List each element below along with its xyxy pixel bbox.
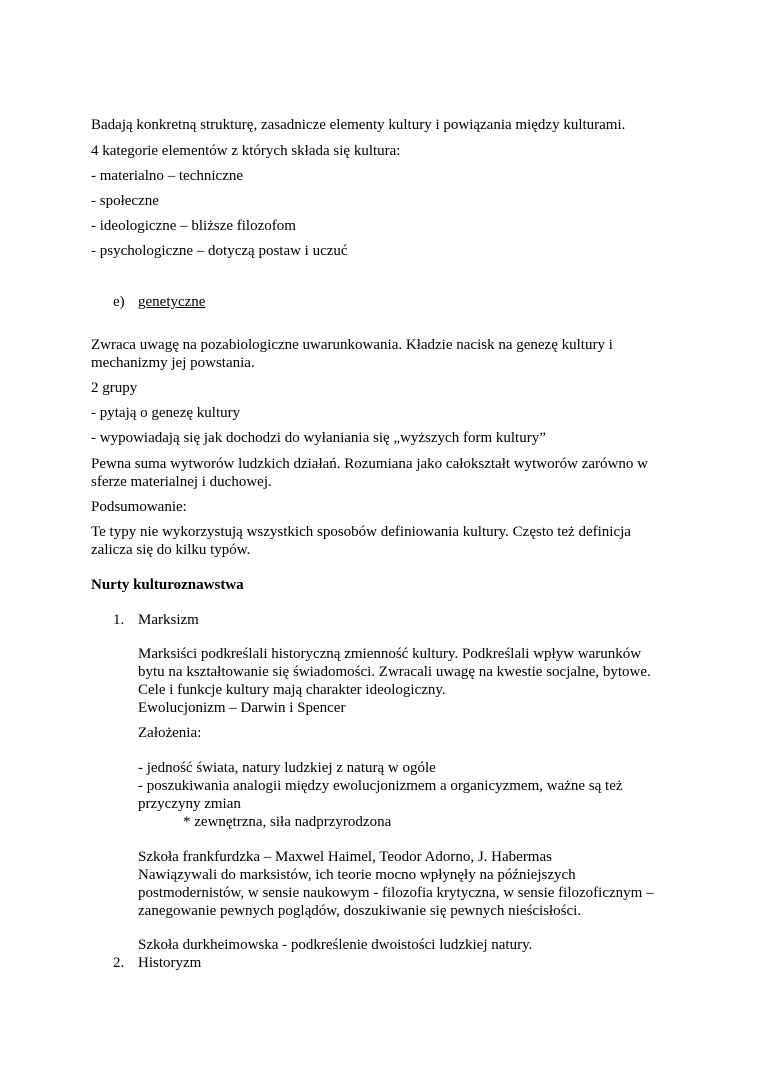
list-item: - materialno – techniczne bbox=[91, 168, 244, 184]
paragraph-line: * zewnętrzna, siła nadprzyrodzona bbox=[183, 814, 392, 830]
list-item-title: Marksizm bbox=[138, 612, 199, 628]
paragraph-line: postmodernistów, w sensie naukowym - filozofia krytyczna, w sensie filozoficznym – bbox=[138, 885, 654, 901]
paragraph-line: Cele i funkcje kultury mają charakter ideologiczny. bbox=[138, 682, 446, 698]
list-item: - społeczne bbox=[91, 193, 159, 209]
paragraph-line: Te typy nie wykorzystują wszystkich sposobów definiowania kultury. Często też definicja bbox=[91, 524, 631, 540]
paragraph-line: Marksiści podkreślali historyczną zmienność kultury. Podkreślali wpływ warunków bbox=[138, 646, 642, 662]
list-item: - psychologiczne – dotyczą postaw i uczuć bbox=[91, 243, 348, 259]
paragraph-line: Szkoła durkheimowska - podkreślenie dwoistości ludzkiej natury. bbox=[138, 937, 533, 953]
paragraph-line: - jedność świata, natury ludzkiej z naturą w ogóle bbox=[138, 760, 436, 776]
list-item: - ideologiczne – bliższe filozofom bbox=[91, 218, 296, 234]
list-number: 1. bbox=[113, 612, 125, 628]
paragraph-line: zanegowanie pewnych poglądów, doszukiwanie się pewnych nieścisłości. bbox=[138, 903, 582, 919]
section-heading-currents: Nurty kulturoznawstwa bbox=[91, 577, 244, 593]
paragraph-line: zalicza się do kilku typów. bbox=[91, 542, 251, 558]
list-number: 2. bbox=[113, 955, 125, 971]
paragraph-line: - poszukiwania analogii między ewolucjonizmem a organicyzmem, ważne są też bbox=[138, 778, 623, 794]
paragraph-line: Zwraca uwagę na pozabiologiczne uwarunkowania. Kładzie nacisk na genezę kultury i bbox=[91, 337, 613, 353]
paragraph-line: Szkoła frankfurdzka – Maxwel Haimel, Teodor Adorno, J. Habermas bbox=[138, 849, 552, 865]
intro-line-1: Badają konkretną strukturę, zasadnicze elementy kultury i powiązania między kulturami. bbox=[91, 117, 626, 133]
intro-line-2: 4 kategorie elementów z których składa się kultura: bbox=[91, 143, 401, 159]
paragraph-line: Nawiązywali do marksistów, ich teorie mocno wpłynęły na późniejszych bbox=[138, 867, 576, 883]
paragraph-line: bytu na kształtowanie się świadomości. Zwracali uwagę na kwestie socjalne, bytowe. bbox=[138, 664, 651, 680]
paragraph-line: mechanizmy jej powstania. bbox=[91, 355, 255, 371]
list-item: - wypowiadają się jak dochodzi do wyłaniania się „wyższych form kultury” bbox=[91, 430, 546, 446]
assumptions-label: Założenia: bbox=[138, 725, 202, 741]
list-item-title: Historyzm bbox=[138, 955, 202, 971]
list-item: - pytają o genezę kultury bbox=[91, 405, 241, 421]
summary-label: Podsumowanie: bbox=[91, 499, 187, 515]
list-marker: e) bbox=[113, 294, 125, 310]
groups-label: 2 grupy bbox=[91, 380, 138, 396]
paragraph-line: przyczyny zmian bbox=[138, 796, 241, 812]
section-heading-genetic: genetyczne bbox=[138, 294, 206, 310]
paragraph-line: Pewna suma wytworów ludzkich działań. Rozumiana jako całokształt wytworów zarówno w bbox=[91, 456, 648, 472]
paragraph-line: sferze materialnej i duchowej. bbox=[91, 474, 272, 490]
paragraph-line: Ewolucjonizm – Darwin i Spencer bbox=[138, 700, 346, 716]
